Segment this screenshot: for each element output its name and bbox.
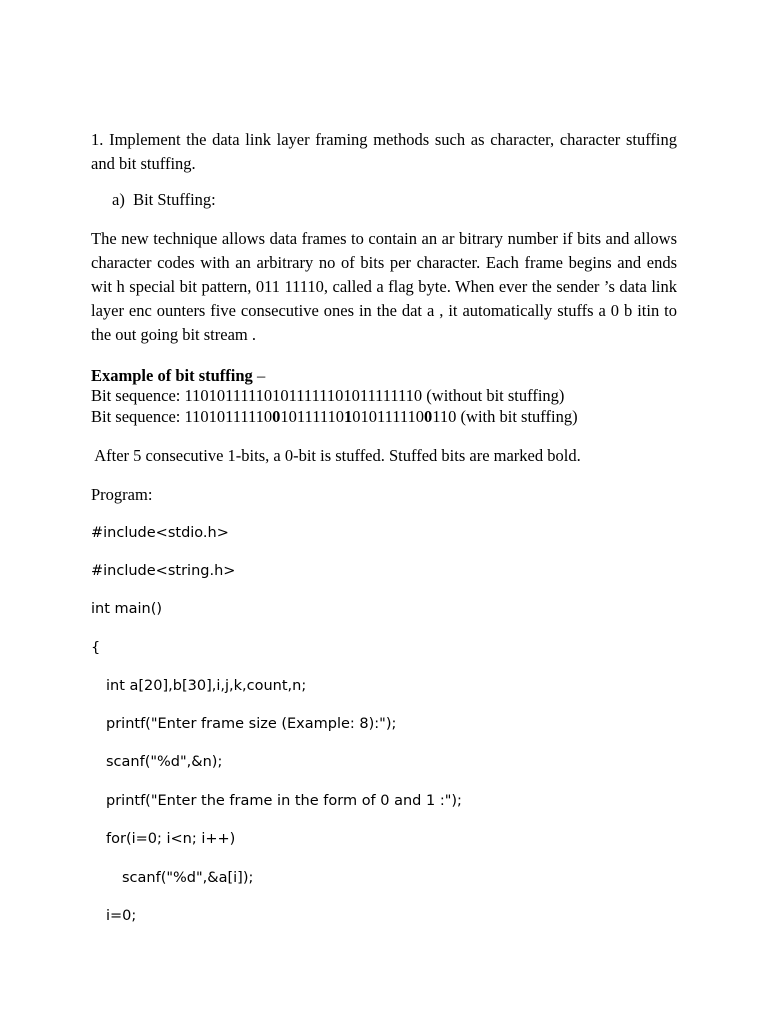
code-line-printf-size: printf("Enter frame size (Example: 8):"); <box>106 716 397 732</box>
code-line-main: int main() <box>91 601 163 617</box>
code-line-scanf-n: scanf("%d",&n); <box>106 754 223 770</box>
program-label: Program: <box>91 485 153 504</box>
code-line-printf-frame: printf("Enter the frame in the form of 0 and 1 :"); <box>106 793 462 809</box>
description-paragraph: The new technique allows data frames to contain an ar bitrary number if bits and allows character codes with an arbitrary no of bits per character. Each frame begins and ends wit h special bit pattern, 011 11110, called a flag byte. When ever the sender ’s data link layer enc ounters five consecutive ones in the dat a , it automatically stuffs a 0 b itin to the out going bit stream . <box>91 229 677 344</box>
question-text: 1. Implement the data link layer framing methods such as character, character stuffing and bit stuffing. <box>91 130 677 173</box>
example-heading-bold: Example of bit stuffing <box>91 366 253 385</box>
seq2-mid-1: 10111110 <box>280 407 344 426</box>
code-line-open-brace: { <box>91 640 101 656</box>
stuffing-note: After 5 consecutive 1-bits, a 0-bit is stuffed. Stuffed bits are marked bold. <box>91 446 581 465</box>
code-line-scanf-array: scanf("%d",&a[i]); <box>122 870 254 886</box>
code-line-for-loop: for(i=0; i<n; i++) <box>106 831 236 847</box>
stuffed-bit-2: 1 <box>343 407 353 426</box>
bit-sequence-without-stuffing: Bit sequence: 110101111101011111101011111110 (without bit stuffing) <box>91 386 565 405</box>
code-line-declarations: int a[20],b[30],i,j,k,count,n; <box>106 678 307 694</box>
bit-sequence-with-stuffing <box>91 407 578 427</box>
stuffed-bit-3: 0 <box>424 407 433 426</box>
code-line-include-stdio: #include<stdio.h> <box>91 525 229 541</box>
seq2-prefix: Bit sequence: 11010111110 <box>91 407 273 426</box>
example-heading <box>91 366 265 386</box>
seq2-suffix: 110 (with bit stuffing) <box>432 407 578 426</box>
seq2-mid-2: 010111110 <box>352 407 425 426</box>
code-line-i-init: i=0; <box>106 908 137 924</box>
subheading-bit-stuffing: a) Bit Stuffing: <box>112 190 216 209</box>
code-line-include-string: #include<string.h> <box>91 563 236 579</box>
example-heading-dash: – <box>252 366 266 385</box>
stuffed-bit-1: 0 <box>272 407 281 426</box>
